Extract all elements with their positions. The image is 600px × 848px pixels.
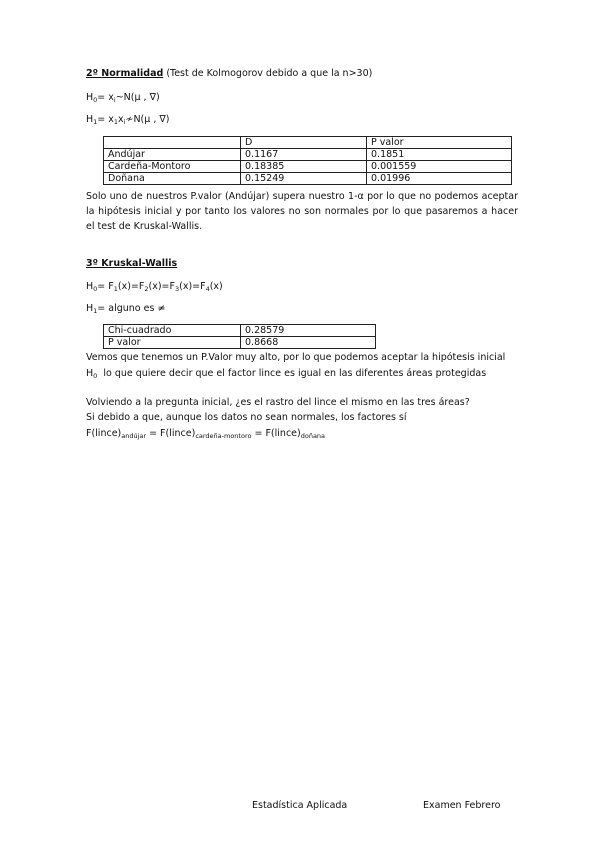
kruskal-h0: $H_0= F_1(x)=F_2(x)=F_3(x)=F_4(x)$ bbox=[86, 281, 223, 293]
section-2-title: 2º Normalidad bbox=[86, 68, 164, 79]
table-row bbox=[104, 173, 512, 185]
normality-conclusion: Solo uno de nuestros P.valor (Andújar) supera nuestro 1-α por lo que no podemos aceptar la hipótesis inicial y por tanto los valores no son normales por lo que pasaremos a hacer el test de Kruskal-Wallis. bbox=[86, 191, 518, 232]
final-question: Volviendo a la pregunta inicial, ¿es el rastro del lince el mismo en las tres áreas? bbox=[86, 397, 470, 408]
table-cell: 0.8668 bbox=[241, 337, 376, 349]
table-cell: 0.28579 bbox=[241, 325, 376, 337]
table-cell: P valor bbox=[367, 137, 512, 149]
normality-h0: $H_0=$ $x_i\sim N(\mu$ , ∇) bbox=[86, 92, 160, 104]
table-cell: 0.15249 bbox=[241, 173, 367, 185]
kruskal-table bbox=[103, 324, 376, 349]
footer-left: Estadística Aplicada bbox=[252, 800, 348, 811]
table-row bbox=[104, 161, 512, 173]
table-row bbox=[104, 325, 376, 337]
table-cell: 0.01996 bbox=[367, 173, 512, 185]
table-cell: Cardeña-Montoro bbox=[104, 161, 241, 173]
kruskal-conclusion-line2: $H_0$ lo que quiere decir que el factor lince es igual en las diferentes áreas protegidas bbox=[86, 368, 487, 380]
ks-table bbox=[103, 136, 512, 185]
table-cell: 0.18385 bbox=[241, 161, 367, 173]
table-cell: 0.1167 bbox=[241, 149, 367, 161]
table-cell: 0.001559 bbox=[367, 161, 512, 173]
table-cell: Andújar bbox=[104, 149, 241, 161]
table-cell: P valor bbox=[104, 337, 241, 349]
kruskal-h1: $H_1=$ alguno es ≠ bbox=[86, 303, 166, 315]
normality-h1: $H_1=$ $x_1x_i≁N(\mu$ , ∇) bbox=[86, 114, 170, 126]
section-2-note: (Test de Kolmogorov debido a que la n>30) bbox=[166, 68, 373, 79]
footer-right: Examen Febrero bbox=[423, 800, 501, 811]
final-answer: Si debido a que, aunque los datos no sean normales, los factores sí bbox=[86, 412, 407, 423]
table-cell: Chi-cuadrado bbox=[104, 325, 241, 337]
table-cell: 0.1851 bbox=[367, 149, 512, 161]
section-2-heading bbox=[86, 68, 372, 79]
table-cell bbox=[104, 137, 241, 149]
table-row bbox=[104, 149, 512, 161]
final-equation: $F(lince)_{andújar}$ = $F(lince)_{cardeña-montoro}$ = $F(lince)_{doñana}$ bbox=[86, 428, 326, 440]
table-row bbox=[104, 337, 376, 349]
table-header-row bbox=[104, 137, 512, 149]
section-3-heading: 3º Kruskal-Wallis bbox=[86, 258, 178, 269]
kruskal-conclusion-line1: Vemos que tenemos un P.Valor muy alto, por lo que podemos aceptar la hipótesis inicial bbox=[86, 352, 506, 363]
table-cell: D bbox=[241, 137, 367, 149]
table-cell: Doñana bbox=[104, 173, 241, 185]
